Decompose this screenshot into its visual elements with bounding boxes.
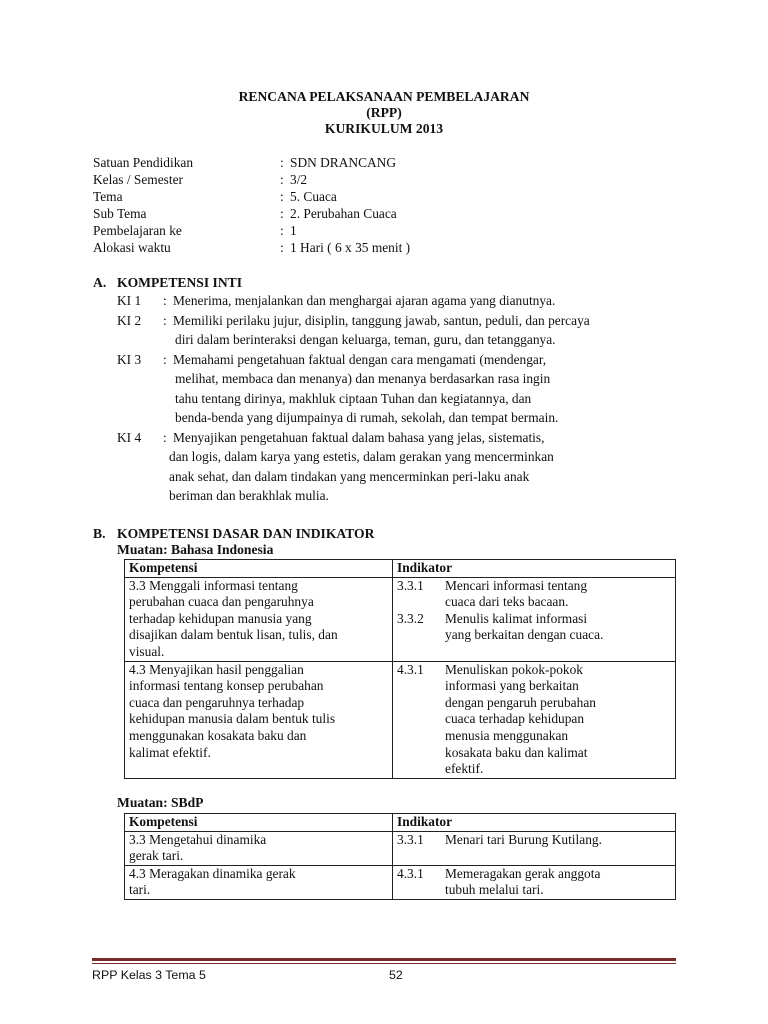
cell-line: efektif. bbox=[445, 761, 484, 777]
ki-item bbox=[117, 311, 677, 350]
muatan-label: Muatan: SBdP bbox=[117, 795, 204, 810]
identity-label: Tema bbox=[93, 189, 123, 204]
cell-line: cuaca terhadap kehidupan bbox=[445, 711, 585, 727]
cell-line: 3.3 Menggali informasi tentang bbox=[129, 577, 298, 593]
ki-line: dan logis, dalam karya yang estetis, dalam gerakan yang mencerminkan bbox=[169, 449, 554, 464]
cell-line: informasi tentang konsep perubahan bbox=[129, 678, 324, 694]
identity-value: 3/2 bbox=[290, 172, 308, 187]
colon: : bbox=[163, 351, 167, 367]
identity-value: 2. Perubahan Cuaca bbox=[290, 206, 397, 221]
ki-code: KI 1 bbox=[117, 293, 142, 308]
ki-item bbox=[117, 291, 677, 311]
ki-code: KI 2 bbox=[117, 312, 142, 328]
cell-line: disajikan dalam bentuk lisan, tulis, dan bbox=[129, 627, 338, 643]
ki-text bbox=[173, 311, 677, 350]
cell-line: kosakata baku dan kalimat bbox=[445, 744, 588, 760]
footer-rule bbox=[92, 958, 676, 961]
identity-row bbox=[93, 188, 693, 205]
table-header-row bbox=[125, 814, 676, 832]
ki-line: tahu tentang dirinya, makhluk ciptaan Tuhan dan kegiatannya, dan bbox=[175, 390, 532, 406]
indikator-item bbox=[397, 662, 671, 778]
ki-item bbox=[117, 428, 677, 506]
kd-table-sbdp bbox=[124, 813, 676, 900]
identity-label: Kelas / Semester bbox=[93, 172, 183, 187]
section-a-heading bbox=[93, 274, 242, 291]
table-row bbox=[125, 577, 676, 661]
identity-value: 1 bbox=[290, 223, 297, 238]
table-row bbox=[125, 661, 676, 778]
section-letter: B. bbox=[93, 526, 106, 541]
table-header-row bbox=[125, 560, 676, 578]
ki-text bbox=[169, 428, 677, 506]
cell-line: tari. bbox=[129, 882, 151, 898]
cell-line: gerak tari. bbox=[129, 848, 184, 864]
indikator-cell bbox=[393, 577, 676, 661]
indikator-code: 4.3.1 bbox=[397, 865, 424, 881]
ki-line: melihat, membaca dan menanya) dan menanya berdasarkan rasa ingin bbox=[175, 371, 551, 386]
kompetensi-cell bbox=[125, 831, 393, 865]
identity-row bbox=[93, 171, 693, 188]
colon: : bbox=[280, 240, 284, 255]
cell-line: kehidupan manusia dalam bentuk tulis bbox=[129, 711, 336, 727]
colon: : bbox=[280, 155, 284, 170]
kompetensi-cell bbox=[125, 577, 393, 661]
indikator-item bbox=[397, 866, 671, 899]
colon: : bbox=[280, 206, 284, 221]
colon: : bbox=[280, 189, 284, 204]
ki-line: beriman dan berakhlak mulia. bbox=[169, 488, 329, 503]
cell-line: Memeragakan gerak anggota bbox=[445, 865, 601, 881]
ki-line: anak sehat, dan dalam tindakan yang mencerminkan peri-laku anak bbox=[169, 468, 530, 484]
identity-row bbox=[93, 154, 693, 171]
doc-title-line1: RENCANA PELAKSANAAN PEMBELAJARAN bbox=[238, 89, 530, 104]
identity-value: SDN DRANCANG bbox=[290, 155, 397, 170]
indikator-cell bbox=[393, 831, 676, 865]
ki-text bbox=[173, 291, 677, 311]
section-title: KOMPETENSI DASAR DAN INDIKATOR bbox=[117, 526, 375, 541]
indikator-code: 3.3.1 bbox=[397, 831, 424, 847]
footer-rule bbox=[92, 963, 676, 964]
indikator-item bbox=[397, 578, 671, 611]
colon: : bbox=[163, 312, 167, 328]
indikator-item bbox=[397, 611, 671, 644]
muatan-label: Muatan: Bahasa Indonesia bbox=[117, 542, 274, 557]
kompetensi-inti-list bbox=[117, 291, 677, 506]
identity-label: Satuan Pendidikan bbox=[93, 155, 194, 170]
colon: : bbox=[280, 172, 284, 187]
column-header: Kompetensi bbox=[125, 814, 393, 832]
cell-line: cuaca dari teks bacaan. bbox=[445, 594, 569, 610]
cell-line: Mencari informasi tentang bbox=[445, 577, 588, 593]
cell-line: informasi yang berkaitan bbox=[445, 678, 579, 694]
indikator-code: 3.3.2 bbox=[397, 610, 424, 626]
cell-line: Menulis kalimat informasi bbox=[445, 610, 588, 626]
kompetensi-cell bbox=[125, 661, 393, 778]
identity-row bbox=[93, 239, 693, 256]
identity-label: Alokasi waktu bbox=[93, 240, 171, 255]
identity-value: 1 Hari ( 6 x 35 menit ) bbox=[290, 240, 411, 255]
indikator-cell bbox=[393, 661, 676, 778]
ki-item bbox=[117, 350, 677, 428]
colon: : bbox=[280, 223, 284, 238]
cell-line: tubuh melalui tari. bbox=[445, 882, 544, 898]
ki-text bbox=[173, 350, 677, 428]
cell-line: dengan pengaruh perubahan bbox=[445, 694, 596, 710]
colon: : bbox=[163, 293, 167, 308]
cell-line: menusia menggunakan bbox=[445, 727, 569, 743]
cell-line: kalimat efektif. bbox=[129, 744, 211, 760]
section-b-heading bbox=[93, 525, 374, 542]
doc-title-line2: (RPP) bbox=[366, 105, 402, 120]
indikator-cell bbox=[393, 865, 676, 899]
footer-label: RPP Kelas 3 Tema 5 bbox=[92, 968, 206, 982]
ki-line: Memiliki perilaku jujur, disiplin, tanggung jawab, santun, peduli, dan percaya bbox=[173, 312, 590, 328]
identity-row bbox=[93, 205, 693, 222]
cell-line: perubahan cuaca dan pengaruhnya bbox=[129, 594, 314, 610]
column-header: Kompetensi bbox=[125, 560, 393, 578]
identity-block bbox=[93, 154, 693, 256]
cell-line: 3.3 Mengetahui dinamika bbox=[129, 831, 267, 847]
ki-line: Menyajikan pengetahuan faktual dalam bahasa yang jelas, sistematis, bbox=[173, 429, 545, 445]
identity-label: Sub Tema bbox=[93, 206, 147, 221]
table-row bbox=[125, 831, 676, 865]
identity-label: Pembelajaran ke bbox=[93, 223, 182, 238]
cell-line: yang berkaitan dengan cuaca. bbox=[445, 627, 604, 643]
ki-code: KI 4 bbox=[117, 429, 142, 445]
cell-line: cuaca dan pengaruhnya terhadap bbox=[129, 694, 305, 710]
section-title: KOMPETENSI INTI bbox=[117, 275, 243, 290]
ki-line: benda-benda yang dijumpainya di rumah, sekolah, dan tempat bermain. bbox=[175, 410, 559, 425]
table-row bbox=[125, 865, 676, 899]
cell-line: menggunakan kosakata baku dan bbox=[129, 727, 307, 743]
identity-value: 5. Cuaca bbox=[290, 189, 337, 204]
ki-line: Memahami pengetahuan faktual dengan cara mengamati (mendengar, bbox=[173, 351, 547, 367]
kompetensi-cell bbox=[125, 865, 393, 899]
doc-title-line3: KURIKULUM 2013 bbox=[324, 121, 444, 136]
indikator-code: 3.3.1 bbox=[397, 577, 424, 593]
column-header: Indikator bbox=[393, 814, 676, 832]
colon: : bbox=[163, 429, 167, 445]
ki-line: Menerima, menjalankan dan menghargai ajaran agama yang dianutnya. bbox=[173, 293, 556, 308]
section-letter: A. bbox=[93, 275, 107, 290]
ki-line: diri dalam berinteraksi dengan keluarga, teman, guru, dan tetangganya. bbox=[175, 332, 556, 347]
cell-line: 4.3 Menyajikan hasil penggalian bbox=[129, 661, 304, 677]
cell-line: 4.3 Meragakan dinamika gerak bbox=[129, 865, 296, 881]
indikator-code: 4.3.1 bbox=[397, 661, 424, 677]
ki-code: KI 3 bbox=[117, 351, 142, 367]
column-header: Indikator bbox=[393, 560, 676, 578]
kd-table-bahasa-indonesia bbox=[124, 559, 676, 779]
cell-line: terhadap kehidupan manusia yang bbox=[129, 610, 312, 626]
indikator-item bbox=[397, 832, 671, 849]
identity-row bbox=[93, 222, 693, 239]
cell-line: visual. bbox=[129, 643, 165, 659]
cell-line: Menari tari Burung Kutilang. bbox=[445, 831, 602, 847]
cell-line: Menuliskan pokok-pokok bbox=[445, 661, 583, 677]
page-number: 52 bbox=[389, 968, 403, 982]
